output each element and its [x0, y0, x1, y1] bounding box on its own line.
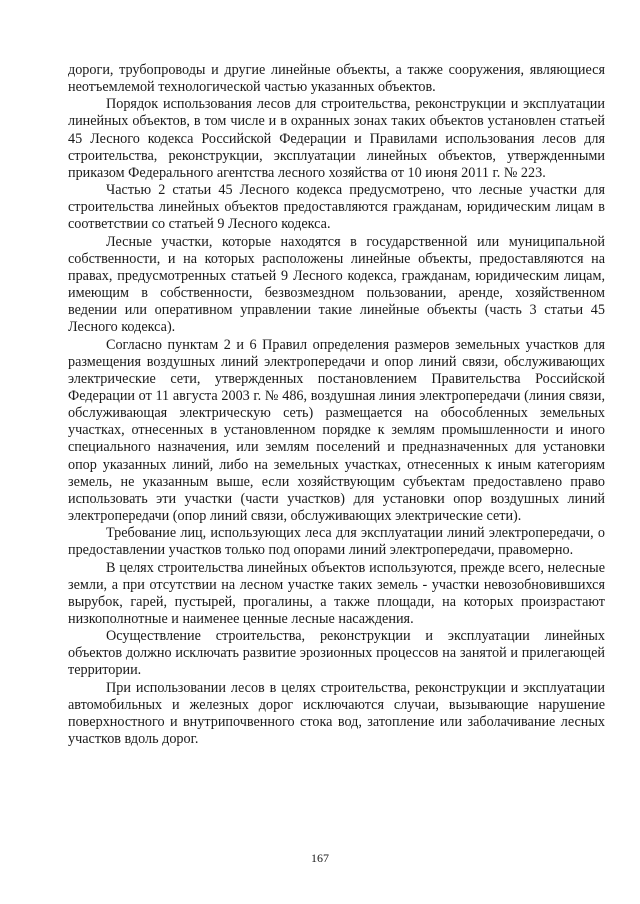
paragraph-1: дороги, трубопроводы и другие линейные объекты, а также сооружения, являющиеся неотъемлемой технологической частью указанных объектов. — [68, 62, 605, 96]
paragraph-4: Лесные участки, которые находятся в государственной или муниципальной собственности, и на которых расположены линейные объекты, предоставляются на правах, предусмотренных статьей 9 Лесного кодекса, гражданам, юридическим лицам, имеющим в собственности, безвозмездном пользовании, аренде, хозяйственном ведении или оперативном управлении такие линейные объекты (часть 3 статьи 45 Лесного кодекса). — [68, 233, 605, 336]
paragraph-7: В целях строительства линейных объектов используются, прежде всего, нелесные земли, а при отсутствии на лесном участке таких земель - участки невозобновившихся вырубок, гарей, пустырей, прогалины, а также площади, на которых произрастают низкополнотные и наименее ценные лесные насаждения. — [68, 559, 605, 627]
paragraph-5: Согласно пунктам 2 и 6 Правил определения размеров земельных участков для размещения воздушных линий электропередачи и опор линий связи, обслуживающих электрические сети, утвержденных постановлением Правительства Российской Федерации от 11 августа 2003 г. № 486, воздушная линия электропередачи (линия связи, обслуживающая электрическую сеть) размещается на обособленных земельных участках, отнесенных в установленном порядке к землям промышленности и иного специального назначения, или землям поселений и предназначенных для установки опор указанных линий, либо на земельных участках, отнесенных к иным категориям земель, не указанным выше, если хозяйствующим субъектам предоставлено право использовать эти участки (части участков) для установки опор воздушных линий электропередачи (опор линий связи, обслуживающих электрические сети). — [68, 336, 605, 525]
page-body — [68, 62, 605, 748]
paragraph-9: При использовании лесов в целях строительства, реконструкции и эксплуатации автомобильных и железных дорог исключаются случаи, вызывающие нарушение поверхностного и внутрипочвенного стока вод, затопление или заболачивание лесных участков вдоль дорог. — [68, 679, 605, 748]
paragraph-6: Требование лиц, использующих леса для эксплуатации линий электропередачи, о предоставлении участков только под опорами линий электропередачи, правомерно. — [68, 525, 605, 559]
paragraph-8: Осуществление строительства, реконструкции и эксплуатации линейных объектов должно исключать развитие эрозионных процессов на занятой и прилегающей территории. — [68, 628, 605, 679]
paragraph-3: Частью 2 статьи 45 Лесного кодекса предусмотрено, что лесные участки для строительства линейных объектов предоставляются гражданам, юридическим лицам в соответствии со статьей 9 Лесного кодекса. — [68, 182, 605, 233]
page-number: 167 — [311, 851, 329, 865]
paragraph-2: Порядок использования лесов для строительства, реконструкции и эксплуатации линейных объектов, в том числе и в охранных зонах таких объектов установлен статьей 45 Лесного кодекса Российской Федерации и Правилами использования лесов для строительства, реконструкции, эксплуатации линейных объектов, утвержденными приказом Федерального агентства лесного хозяйства от 10 июня 2011 г. № 223. — [68, 96, 605, 181]
